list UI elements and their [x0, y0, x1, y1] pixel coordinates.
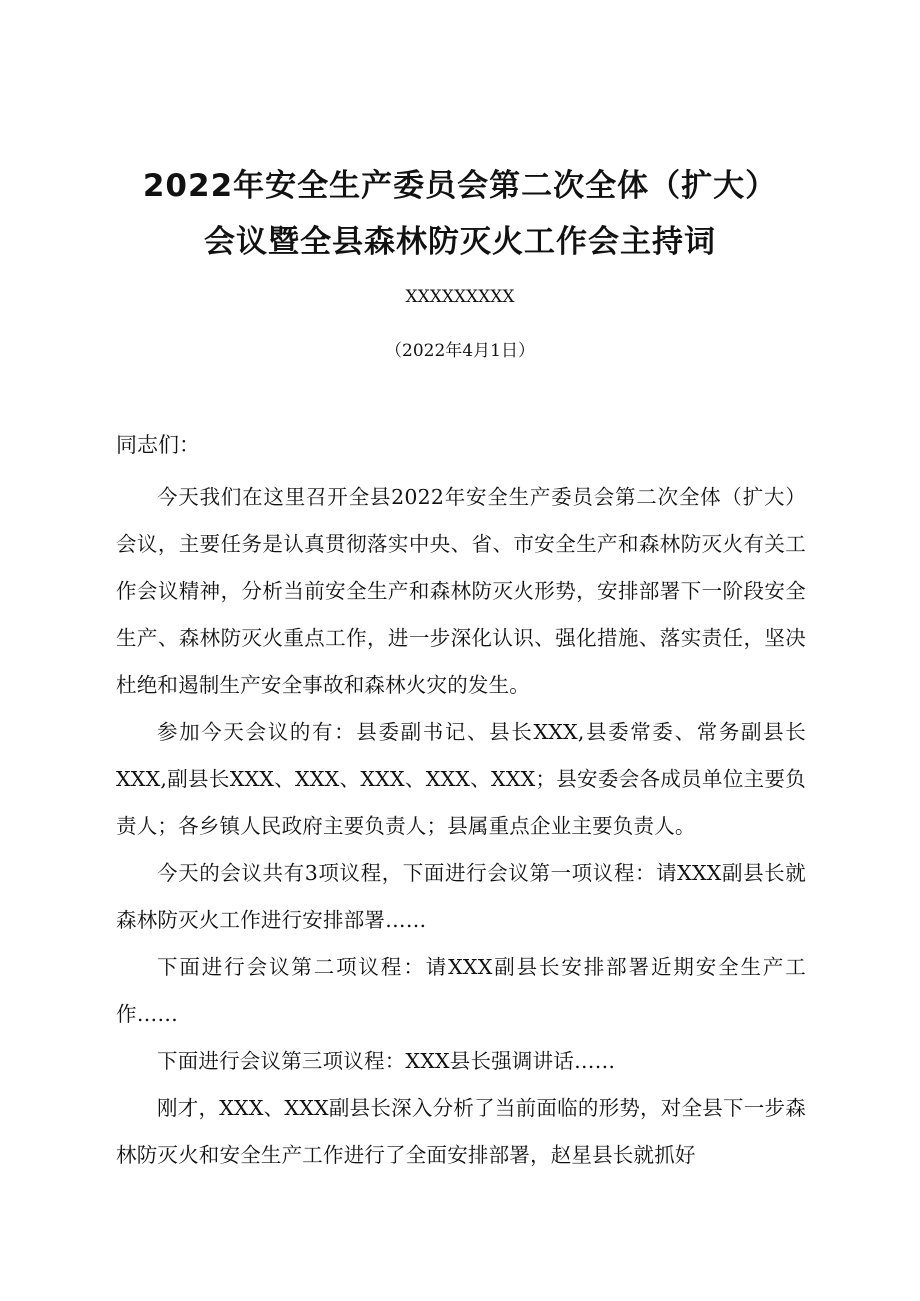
paragraph-5: 下面进行会议第三项议程：XXX县长强调讲话…… [157, 1049, 616, 1073]
document-date: （2022年4月1日） [385, 341, 535, 361]
salutation: 同志们： [116, 433, 200, 457]
paragraph-6: 刚才，XXX、XXX副县长深入分析了当前面临的形势，对全县下一步森林防灭火和安全生产工作进行了全面安排部署，赵星县长就抓好 [116, 1096, 806, 1167]
paragraph-2: 参加今天会议的有：县委副书记、县长XXX,县委常委、常务副县长XXX,副县长XXX、XXX、XXX、XXX、XXX；县安委会各成员单位主要负责人；各乡镇人民政府主要负责人；县属重点企业主要负责人。 [116, 720, 806, 838]
paragraph-4: 下面进行会议第二项议程：请XXX副县长安排部署近期安全生产工作…… [116, 955, 806, 1026]
paragraph-1: 今天我们在这里召开全县2022年安全生产委员会第二次全体（扩大）会议，主要任务是认真贯彻落实中央、省、市安全生产和森林防灭火有关工作会议精神，分析当前安全生产和森林防灭火形势，安排部署下一阶段安全生产、森林防灭火重点工作，进一步深化认识、强化措施、落实责任，坚决杜绝和遏制生产安全事故和森林火灾的发生。 [116, 485, 806, 697]
document-author: XXXXXXXXX [405, 287, 515, 307]
paragraph-3: 今天的会议共有3项议程，下面进行会议第一项议程：请XXX副县长就森林防灭火工作进行安排部署…… [116, 861, 806, 932]
document-title-line-1: 2022年安全生产委员会第二次全体（扩大） [142, 168, 778, 204]
document-body [116, 474, 806, 1179]
document-title-line-2: 会议暨全县森林防灭火工作会主持词 [204, 224, 716, 260]
